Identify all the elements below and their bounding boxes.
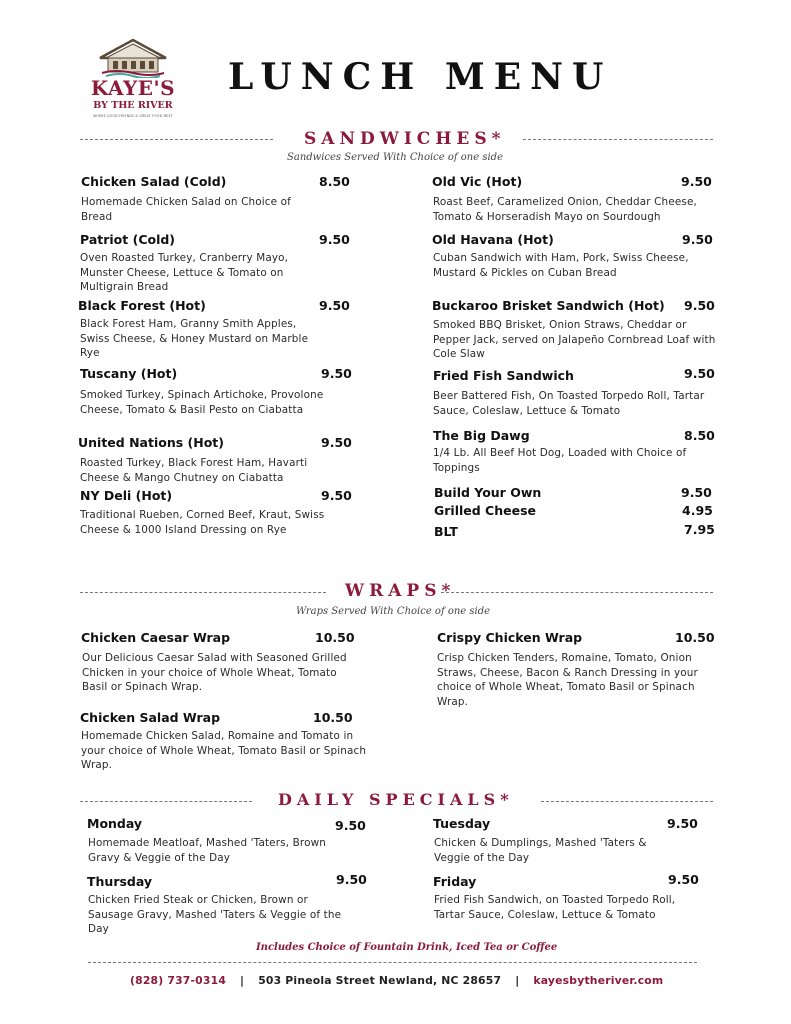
footer-separator: |	[240, 974, 245, 987]
item-description: Homemade Chicken Salad, Romaine and Tomato in your choice of Whole Wheat, Tomato Basil or Spinach Wrap.	[81, 730, 367, 772]
page-title: LUNCH MENU	[228, 56, 613, 98]
item-name: Buckaroo Brisket Sandwich (Hot)	[432, 298, 665, 313]
item-name: Tuscany (Hot)	[80, 366, 178, 381]
item-description: Smoked BBQ Brisket, Onion Straws, Cheddar or Pepper Jack, served on Jalapeño Cornbread Loaf with Cole Slaw	[433, 319, 716, 361]
item-description: Roasted Turkey, Black Forest Ham, Havarti Cheese & Mango Chutney on Ciabatta	[80, 457, 308, 484]
item-price: 9.50	[681, 174, 712, 189]
divider	[441, 592, 713, 593]
item-price: 7.95	[684, 522, 715, 537]
item-description: Smoked Turkey, Spinach Artichoke, Provolone Cheese, Tomato & Basil Pesto on Ciabatta	[80, 389, 324, 416]
item-name: BLT	[434, 524, 458, 539]
logo	[80, 38, 190, 128]
item-description: Traditional Rueben, Corned Beef, Kraut, Swiss Cheese & 1000 Island Dressing on Rye	[80, 509, 325, 536]
item-name: Fried Fish Sandwich	[433, 368, 574, 383]
item-price: 9.50	[319, 232, 350, 247]
divider	[523, 139, 713, 140]
item-name: Patriot (Cold)	[80, 232, 176, 247]
divider	[80, 139, 273, 140]
item-price: 9.50	[321, 366, 352, 381]
item-price: 9.50	[319, 298, 350, 313]
item-name: Chicken Caesar Wrap	[81, 630, 231, 645]
item-name: Old Vic (Hot)	[432, 174, 523, 189]
logo-subtitle: BY THE RIVER	[93, 100, 173, 111]
item-price: 10.50	[675, 630, 715, 645]
item-price: 9.50	[684, 366, 715, 381]
item-description: Cuban Sandwich with Ham, Pork, Swiss Cheese, Mustard & Pickles on Cuban Bread	[433, 252, 689, 279]
item-name: The Big Dawg	[433, 428, 530, 443]
item-price: 10.50	[313, 710, 353, 725]
specials-title: DAILY SPECIALS*	[278, 790, 514, 809]
item-description: Chicken Fried Steak or Chicken, Brown or Sausage Gravy, Mashed 'Taters & Veggie of the Day	[88, 894, 342, 936]
item-name: Chicken Salad Wrap	[80, 710, 221, 725]
item-description: Beer Battered Fish, On Toasted Torpedo Roll, Tartar Sauce, Coleslaw, Lettuce & Tomato	[433, 390, 705, 417]
website-link[interactable]: kayesbytheriver.com	[533, 974, 664, 987]
item-name: Old Havana (Hot)	[432, 232, 554, 247]
item-description: Roast Beef, Caramelized Onion, Cheddar Cheese, Tomato & Horseradish Mayo on Sourdough	[433, 196, 697, 223]
item-name: Thursday	[87, 874, 153, 889]
logo-name: KAYE'S	[90, 76, 176, 100]
item-description: Crisp Chicken Tenders, Romaine, Tomato, Onion Straws, Cheese, Bacon & Ranch Dressing in your choice of Whole Wheat, Tomato Basil or Spinach Wrap.	[437, 652, 698, 708]
item-description: 1/4 Lb. All Beef Hot Dog, Loaded with Choice of Toppings	[433, 447, 687, 474]
item-price: 8.50	[319, 174, 350, 189]
item-price: 9.50	[684, 298, 715, 313]
divider	[541, 801, 713, 802]
item-price: 9.50	[321, 435, 352, 450]
item-name: United Nations (Hot)	[78, 435, 224, 450]
address: 503 Pineola Street Newland, NC 28657	[258, 974, 502, 987]
item-description: Oven Roasted Turkey, Cranberry Mayo, Munster Cheese, Lettuce & Tomato on Multigrain Bread	[80, 252, 289, 294]
wraps-title: WRAPS*	[345, 581, 456, 601]
item-name: Tuesday	[433, 816, 491, 831]
sandwiches-subtitle: Sandwices Served With Choice of one side	[287, 152, 503, 163]
footer-contact	[130, 974, 663, 987]
item-name: Chicken Salad (Cold)	[81, 174, 227, 189]
wraps-subtitle: Wraps Served With Choice of one side	[296, 606, 491, 617]
item-name: Monday	[87, 816, 143, 831]
item-description: Our Delicious Caesar Salad with Seasoned Grilled Chicken in your choice of Whole Wheat, Tomato Basil or Spinach Wrap.	[82, 652, 347, 694]
divider	[80, 801, 252, 802]
item-price: 9.50	[321, 488, 352, 503]
item-description: Fried Fish Sandwich, on Toasted Torpedo Roll, Tartar Sauce, Coleslaw, Lettuce & Tomato	[434, 894, 676, 921]
item-description: Chicken & Dumplings, Mashed 'Taters & Veggie of the Day	[434, 837, 647, 864]
footer-separator: |	[515, 974, 520, 987]
phone-number[interactable]: (828) 737-0314	[130, 974, 227, 987]
divider	[80, 592, 326, 593]
logo-tagline: WHERE GOOD FRIENDS & GREAT FOOD MEET	[93, 114, 173, 118]
footer-divider	[88, 962, 697, 963]
item-name: Grilled Cheese	[434, 503, 537, 518]
building-icon	[80, 38, 186, 78]
item-price: 10.50	[315, 630, 355, 645]
item-price: 9.50	[668, 872, 699, 887]
item-price: 9.50	[335, 818, 366, 833]
item-name: Black Forest (Hot)	[78, 298, 206, 313]
item-price: 9.50	[681, 485, 712, 500]
item-price: 4.95	[682, 503, 713, 518]
item-description: Homemade Meatloaf, Mashed 'Taters, Brown Gravy & Veggie of the Day	[88, 837, 326, 864]
item-price: 9.50	[336, 872, 367, 887]
item-price: 9.50	[682, 232, 713, 247]
item-price: 8.50	[684, 428, 715, 443]
item-description: Black Forest Ham, Granny Smith Apples, Swiss Cheese, & Honey Mustard on Marble Rye	[80, 318, 309, 360]
item-name: NY Deli (Hot)	[80, 488, 173, 503]
item-name: Friday	[433, 874, 477, 889]
sandwiches-title: SANDWICHES*	[304, 129, 506, 149]
item-price: 9.50	[667, 816, 698, 831]
specials-note: Includes Choice of Fountain Drink, Iced Tea or Coffee	[256, 942, 558, 953]
item-description: Homemade Chicken Salad on Choice of Bread	[81, 196, 291, 223]
item-name: Crispy Chicken Wrap	[437, 630, 583, 645]
item-name: Build Your Own	[434, 485, 542, 500]
